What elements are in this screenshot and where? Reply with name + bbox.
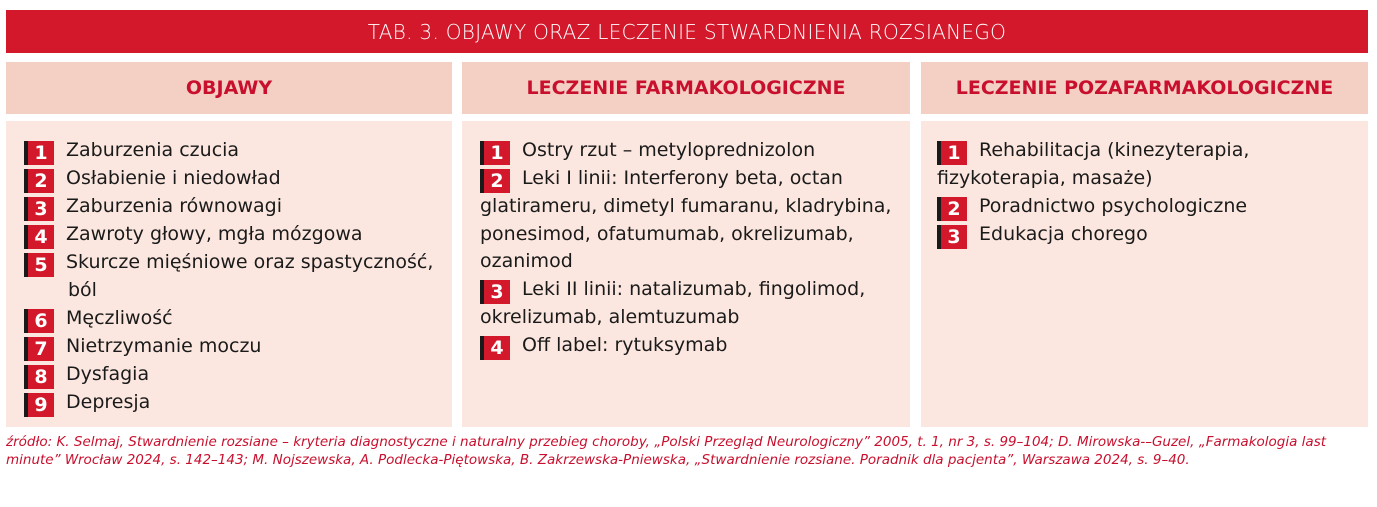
item-text: Poradnictwo psychologiczne — [979, 194, 1248, 217]
list-item — [24, 389, 452, 417]
item-number-badge: 4 — [480, 336, 510, 360]
column-body-leczenie-pozafarmakologiczne — [921, 121, 1368, 427]
item-text: Ostry rzut – metyloprednizolon — [522, 139, 816, 161]
item-number-badge: 6 — [24, 309, 54, 333]
item-number-badge: 1 — [937, 141, 967, 165]
item-number-badge: 5 — [24, 253, 54, 277]
column-header-objawy: OBJAWY — [6, 62, 452, 114]
pharmacological-treatment-list — [480, 137, 910, 360]
item-text: Edukacja chorego — [979, 222, 1148, 245]
item-number-badge: 7 — [24, 337, 54, 361]
column-header-leczenie-pozafarmakologiczne: LECZENIE POZAFARMAKOLOGICZNE — [921, 62, 1368, 114]
item-number-badge: 8 — [24, 365, 54, 389]
item-text: Nietrzymanie moczu — [66, 334, 262, 357]
item-number-badge: 2 — [480, 169, 510, 193]
item-text: Dysfagia — [66, 362, 150, 385]
item-number-badge: 4 — [24, 225, 54, 249]
item-text: Rehabilitacja (kinezyterapia, fizykoterapia, masaże) — [937, 139, 1250, 189]
list-item — [24, 333, 452, 361]
list-item — [24, 361, 452, 389]
item-text: Osłabienie i niedowład — [66, 167, 281, 189]
list-item — [937, 193, 1368, 221]
item-text: Zaburzenia równowagi — [66, 195, 282, 217]
list-item — [24, 193, 452, 221]
column-body-objawy — [6, 121, 452, 427]
item-text: Męczliwość — [66, 306, 173, 329]
item-number-badge: 1 — [24, 141, 54, 165]
item-text: Leki I linii: Interferony beta, octan glatirameru, dimetyl fumaranu, kladrybina, ponesimod, ofatumumab, okrelizumab, ozanimod — [480, 167, 892, 273]
column-body-leczenie-farmakologiczne — [462, 121, 910, 427]
item-text: Zaburzenia czucia — [66, 139, 240, 161]
list-item — [480, 332, 910, 360]
item-number-badge: 2 — [24, 169, 54, 193]
item-number-badge: 1 — [480, 141, 510, 165]
list-item — [480, 276, 910, 332]
item-text: Leki II linii: natalizumab, fingolimod, okrelizumab, alemtuzumab — [480, 278, 866, 329]
item-number-badge: 9 — [24, 393, 54, 417]
list-item — [937, 221, 1368, 249]
column-header-leczenie-farmakologiczne: LECZENIE FARMAKOLOGICZNE — [462, 62, 910, 114]
item-text: Off label: rytuksymab — [522, 333, 728, 356]
item-number-badge: 3 — [480, 280, 510, 304]
symptoms-list — [24, 137, 452, 417]
item-number-badge: 2 — [937, 197, 967, 221]
non-pharmacological-treatment-list — [937, 137, 1368, 249]
list-item — [24, 249, 452, 305]
item-text: Depresja — [66, 390, 151, 413]
list-item — [24, 137, 452, 165]
item-number-badge: 3 — [24, 197, 54, 221]
item-text: Zawroty głowy, mgła mózgowa — [66, 223, 363, 245]
list-item — [24, 221, 452, 249]
item-number-badge: 3 — [937, 225, 967, 249]
list-item — [480, 137, 910, 165]
source-note: źródło: K. Selmaj, Stwardnienie rozsiane – kryteria diagnostyczne i naturalny przebieg choroby, „Polski Przegląd Neurologiczny” 2005, t. 1, nr 3, s. 99–104; D. Mirowska-–Guzel, „Farmakologia last minute” Wrocław 2024, s. 142–143; M. Nojszewska, A. Podlecka-Piętowska, B. Zakrzewska-Pniewska, „Stwardnienie rozsiane. Poradnik dla pacjenta”, Warszawa 2024, s. 9–40. — [6, 434, 1327, 468]
list-item — [24, 305, 452, 333]
list-item — [937, 137, 1368, 193]
item-text: Skurcze mięśniowe oraz spastyczność, ból — [66, 251, 434, 301]
table-title: TAB. 3. OBJAWY ORAZ LECZENIE STWARDNIENIA ROZSIANEGO — [6, 10, 1368, 53]
list-item — [24, 165, 452, 193]
list-item — [480, 165, 910, 276]
